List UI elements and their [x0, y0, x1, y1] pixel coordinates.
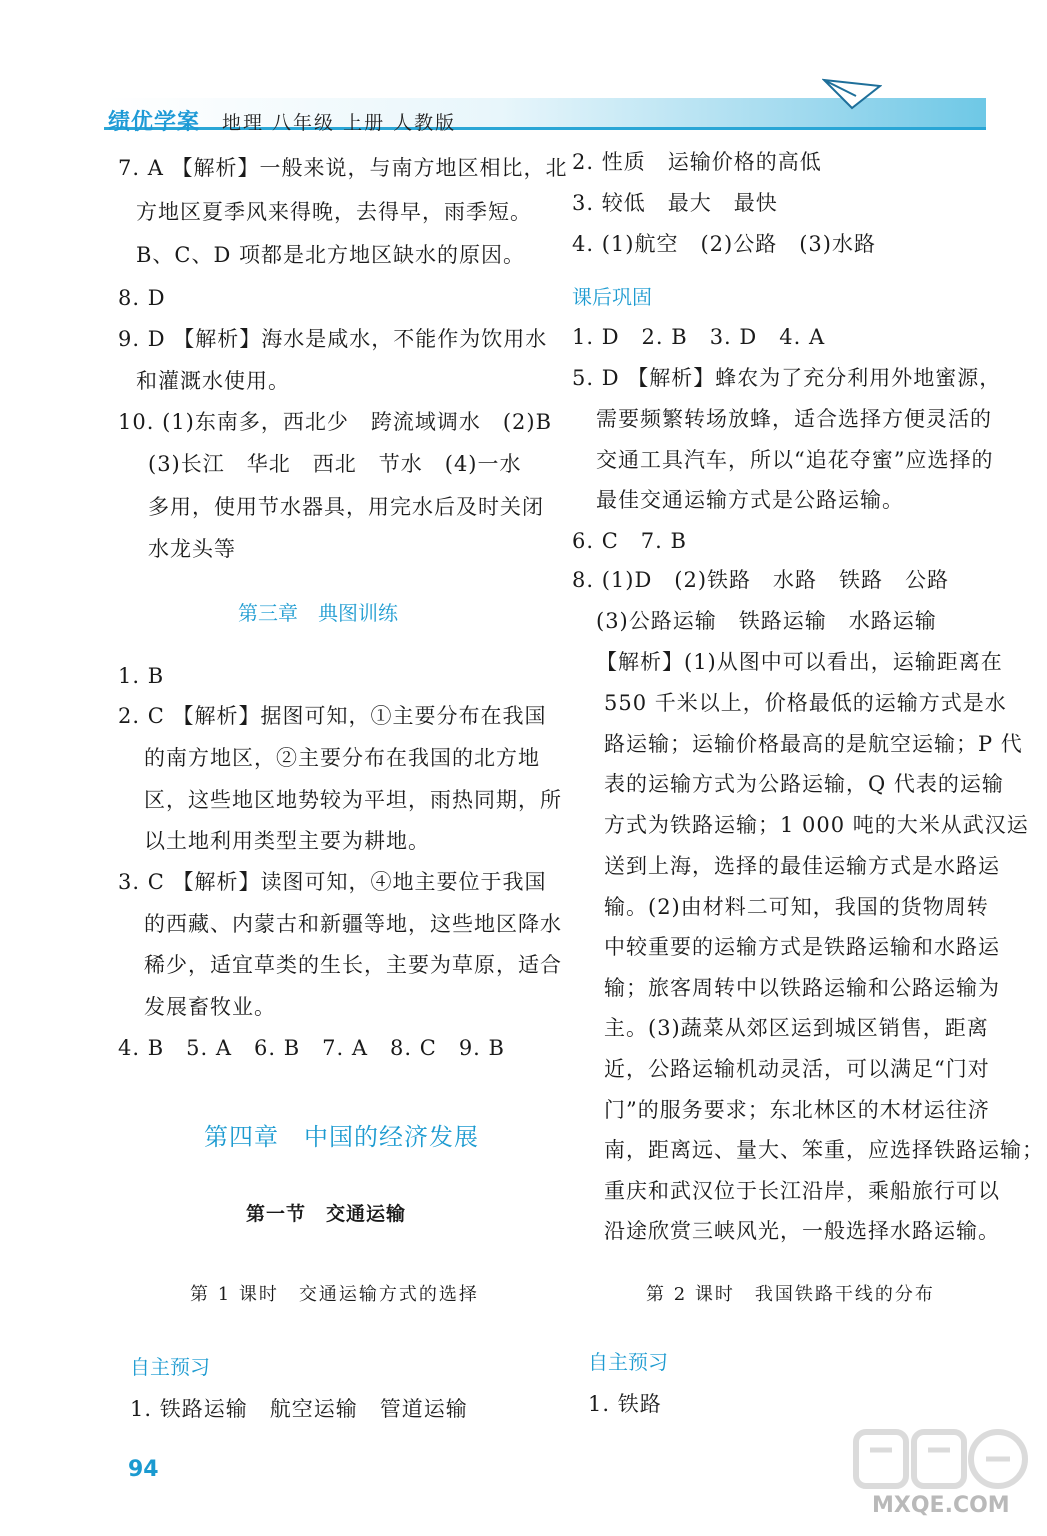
right-answer-line: 6. C 7. B — [572, 529, 687, 553]
left-answer-line: 的南方地区，②主要分布在我国的北方地 — [144, 746, 540, 770]
watermark-text: MXQE.COM — [872, 1493, 1010, 1518]
paper-plane-icon — [822, 78, 882, 110]
lesson1-heading: 第 1 课时 交通运输方式的选择 — [190, 1284, 479, 1305]
right-answer-line: 交通工具汽车，所以“追花夺蜜”应选择的 — [596, 448, 994, 472]
left-answer-line: 方地区夏季风来得晚，去得早，雨季短。 — [136, 200, 532, 224]
right-answer-line: 1. D 2. B 3. D 4. A — [572, 325, 826, 349]
left-answer-line: 1. B — [118, 664, 165, 688]
left-answer-line: 8. D — [118, 286, 166, 310]
chapter3-heading: 第三章 典图训练 — [238, 601, 398, 625]
left-answer-line: 水龙头等 — [148, 537, 236, 561]
right-preview-line: 1. 铁路 — [588, 1392, 662, 1416]
right-answer-line: 550 千米以上，价格最低的运输方式是水 — [604, 691, 1007, 715]
right-answer-line: (3)公路运输 铁路运输 水路运输 — [596, 609, 937, 633]
chapter4-heading: 第四章 中国的经济发展 — [204, 1123, 479, 1151]
left-answer-line: 2. C 【解析】据图可知，①主要分布在我国 — [118, 704, 547, 728]
left-answer-line: 多用，使用节水器具，用完水后及时关闭 — [148, 495, 544, 519]
book-subtitle: 地理 八年级 上册 人教版 — [222, 112, 457, 134]
left-answer-line: (3)长江 华北 西北 节水 (4)一水 — [148, 452, 522, 476]
left-answer-line: B、C、D 项都是北方地区缺水的原因。 — [136, 243, 526, 267]
right-answer-line: 8. (1)D (2)铁路 水路 铁路 公路 — [572, 568, 950, 592]
left-answer-line: 稀少，适宜草类的生长，主要为草原，适合 — [144, 953, 562, 977]
brand-logo: 绩优学案 — [108, 110, 201, 135]
right-answer-line: 路运输；运输价格最高的是航空运输；P 代 — [604, 732, 1023, 756]
right-answer-line: 方式为铁路运输；1 000 吨的大米从武汉运 — [604, 813, 1029, 837]
right-answer-line: 输；旅客周转中以铁路运输和公路运输为 — [604, 976, 1000, 1000]
right-answer-line: 3. 较低 最大 最快 — [572, 191, 778, 215]
right-answer-line: 最佳交通运输方式是公路运输。 — [596, 488, 904, 512]
right-answer-line: 【解析】(1)从图中可以看出，运输距离在 — [596, 650, 1003, 674]
right-answer-line: 近，公路运输机动灵活，可以满足“门对 — [604, 1057, 990, 1081]
left-answer-line: 区，这些地区地势较为平坦，雨热同期，所 — [144, 788, 562, 812]
left-preview-line: 1. 铁路运输 航空运输 管道运输 — [130, 1397, 468, 1421]
left-answer-line: 9. D 【解析】海水是咸水，不能作为饮用水 — [118, 327, 548, 351]
section1-heading: 第一节 交通运输 — [246, 1203, 407, 1225]
right-answer-line: 2. 性质 运输价格的高低 — [572, 150, 822, 174]
left-answer-line: 和灌溉水使用。 — [136, 369, 290, 393]
review-heading: 课后巩固 — [572, 285, 652, 309]
left-answer-line: 以土地利用类型主要为耕地。 — [144, 829, 430, 853]
right-answer-line: 主。(3)蔬菜从郊区运到城区销售，距离 — [604, 1016, 989, 1040]
left-preview-heading: 自主预习 — [130, 1355, 210, 1379]
right-answer-line: 输。(2)由材料二可知，我国的货物周转 — [604, 895, 989, 919]
right-answer-line: 5. D 【解析】蜂农为了充分利用外地蜜源， — [572, 366, 1002, 390]
left-answer-line: 4. B 5. A 6. B 7. A 8. C 9. B — [118, 1036, 505, 1060]
right-answer-line: 表的运输方式为公路运输，Q 代表的运输 — [604, 772, 1004, 796]
left-answer-line: 3. C 【解析】读图可知，④地主要位于我国 — [118, 870, 547, 894]
page-number: 94 — [128, 1457, 159, 1482]
right-preview-heading: 自主预习 — [588, 1350, 668, 1374]
right-answer-line: 重庆和武汉位于长江沿岸，乘船旅行可以 — [604, 1179, 1000, 1203]
right-answer-line: 送到上海，选择的最佳运输方式是水路运 — [604, 854, 1000, 878]
right-answer-line: 中较重要的运输方式是铁路运输和水路运 — [604, 935, 1000, 959]
left-answer-line: 的西藏、内蒙古和新疆等地，这些地区降水 — [144, 912, 562, 936]
lesson2-heading: 第 2 课时 我国铁路干线的分布 — [646, 1284, 935, 1305]
right-answer-line: 门”的服务要求；东北林区的木材运往济 — [604, 1098, 990, 1122]
left-answer-line: 10. (1)东南多，西北少 跨流域调水 (2)B — [118, 410, 552, 434]
left-answer-line: 7. A 【解析】一般来说，与南方地区相比，北 — [118, 156, 568, 180]
right-answer-line: 南，距离远、量大、笨重，应选择铁路运输； — [604, 1138, 1044, 1162]
right-answer-line: 沿途欣赏三峡风光，一般选择水路运输。 — [604, 1219, 1000, 1243]
left-answer-line: 发展畜牧业。 — [144, 995, 276, 1019]
right-answer-line: 需要频繁转场放蜂，适合选择方便灵活的 — [596, 407, 992, 431]
right-answer-line: 4. (1)航空 (2)公路 (3)水路 — [572, 232, 876, 256]
